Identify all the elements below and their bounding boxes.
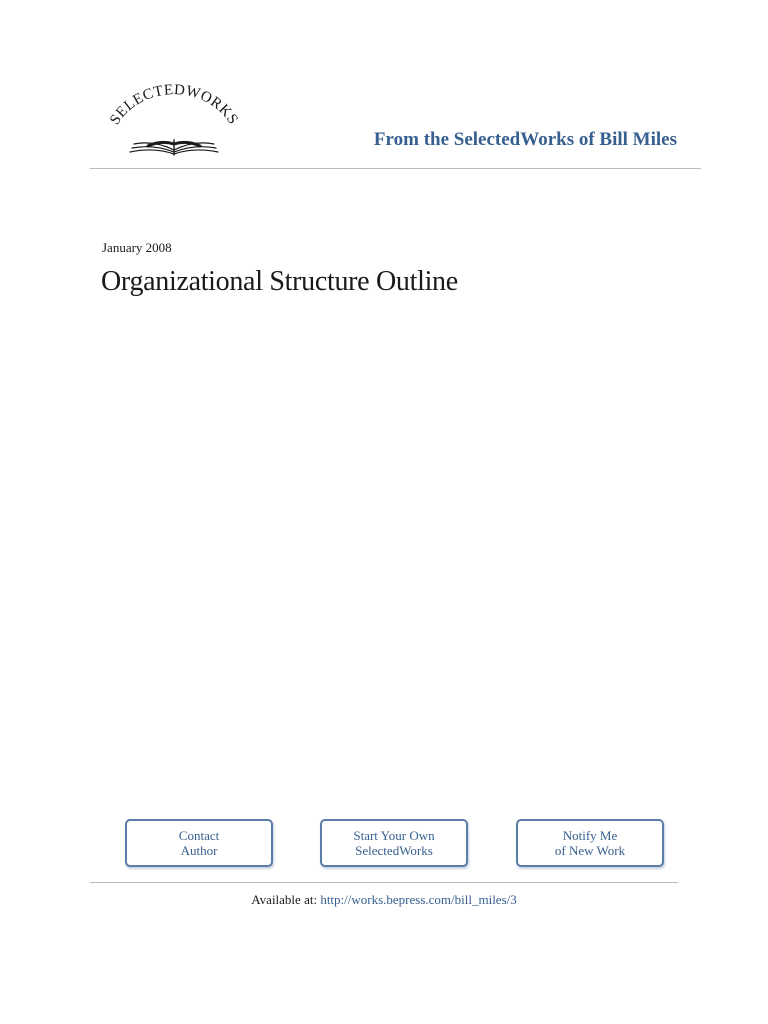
start-selectedworks-line2: SelectedWorks — [355, 843, 433, 858]
contact-author-button[interactable] — [125, 819, 273, 867]
available-label: Available at: — [251, 892, 318, 907]
work-url-link[interactable]: http://works.bepress.com/bill_miles/3 — [320, 892, 517, 907]
footer-divider — [90, 882, 678, 883]
contact-author-line1: Contact — [178, 828, 220, 843]
collection-title: From the SelectedWorks of Bill Miles — [373, 129, 677, 150]
contact-author-line2: Author — [180, 843, 218, 858]
notify-new-work-button[interactable] — [516, 819, 664, 867]
svg-text:SELECTEDWORKS — [107, 84, 241, 128]
notify-new-work-line2: of New Work — [554, 843, 626, 858]
selectedworks-logo — [96, 84, 246, 160]
logo-text: SELECTEDWORKS — [107, 84, 241, 128]
document-title: Organizational Structure Outline — [101, 266, 458, 297]
publication-date: January 2008 — [102, 240, 172, 255]
header-divider — [90, 168, 701, 169]
open-book-icon — [130, 140, 218, 155]
notify-new-work-line1: Notify Me — [562, 828, 618, 843]
start-selectedworks-button[interactable] — [320, 819, 468, 867]
start-selectedworks-line1: Start Your Own — [353, 828, 435, 843]
availability-line — [0, 892, 768, 908]
page-header — [90, 84, 701, 168]
